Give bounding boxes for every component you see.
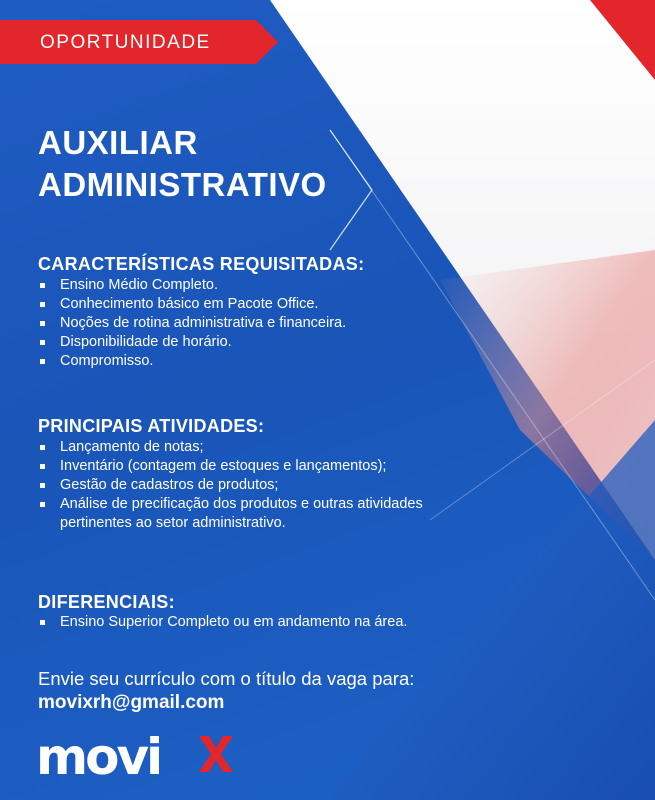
requirements-heading: CARACTERÍSTICAS REQUISITADAS: <box>38 254 365 274</box>
logo-wordmark: movi <box>36 728 161 786</box>
activities-heading: PRINCIPAIS ATIVIDADES: <box>38 416 265 436</box>
list-item: Disponibilidade de horário. <box>38 333 458 352</box>
movix-logo <box>36 728 236 786</box>
activities-list <box>38 438 478 533</box>
differentials-list <box>38 613 518 632</box>
badge-label: OPORTUNIDADE <box>40 32 211 53</box>
contact-email[interactable]: movixrh@gmail.com <box>38 692 225 713</box>
application-instructions: Envie seu currículo com o título da vaga para: <box>38 668 415 689</box>
list-item: Compromisso. <box>38 352 458 371</box>
list-item: Gestão de cadastros de produtos; <box>38 476 478 495</box>
logo-x-icon <box>199 732 233 776</box>
requirements-list <box>38 276 458 371</box>
differentials-heading: DIFERENCIAIS: <box>38 592 175 612</box>
job-title-line-2: ADMINISTRATIVO <box>38 166 327 203</box>
list-item: Ensino Médio Completo. <box>38 276 458 295</box>
list-item: Ensino Superior Completo ou em andamento na área. <box>38 613 518 632</box>
list-item: Noções de rotina administrativa e financeira. <box>38 314 458 333</box>
job-title <box>38 122 327 206</box>
list-item: Conhecimento básico em Pacote Office. <box>38 295 458 314</box>
list-item: Lançamento de notas; <box>38 438 478 457</box>
job-title-line-1: AUXILIAR <box>38 124 198 161</box>
list-item: Inventário (contagem de estoques e lançamentos); <box>38 457 478 476</box>
opportunity-badge <box>0 20 278 64</box>
list-item: Análise de precificação dos produtos e outras atividades pertinentes ao setor administrativo. <box>38 495 445 533</box>
